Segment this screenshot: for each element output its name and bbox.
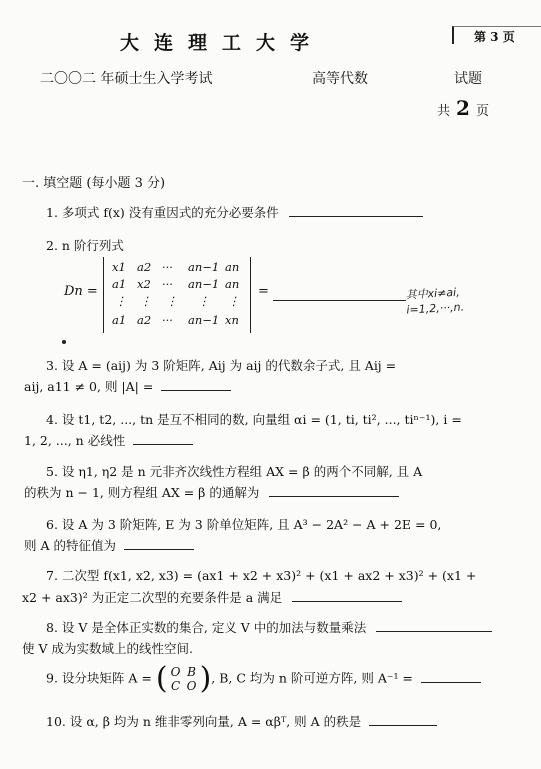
answer-blank-9[interactable]: [421, 670, 481, 683]
question-5-text-2: 的秩为 n − 1, 则方程组 AX = β 的通解为: [24, 485, 260, 500]
question-7-text-2: x2 + ax3)² 为正定二次型的充要条件是 a 满足: [22, 590, 283, 605]
matrix-cell: a1: [112, 277, 127, 291]
answer-blank-3[interactable]: [161, 378, 231, 391]
matrix-cell: ···: [162, 313, 173, 327]
answer-blank-7[interactable]: [292, 589, 402, 602]
matrix-cell: an−1: [188, 313, 220, 327]
answer-blank-4[interactable]: [133, 432, 193, 445]
page-number-label: 第 3 页: [474, 30, 515, 44]
page-number-box: [452, 26, 541, 44]
matrix-cell: ⋮: [198, 294, 210, 308]
university-title: 大连理工大学: [120, 32, 325, 54]
matrix-cell: a2: [137, 313, 152, 327]
question-8-text-1: 8. 设 V 是全体正实数的集合, 定义 V 中的加法与数量乘法: [46, 620, 367, 635]
answer-blank-2[interactable]: [273, 300, 406, 301]
handwritten-note-line-1: 其中xi≠ai,: [405, 285, 460, 302]
total-suffix: 页: [475, 104, 489, 119]
section-title: 一. 填空题 (每小题 3 分): [22, 176, 166, 191]
left-paren: (: [155, 661, 168, 696]
question-10-text: 10. 设 α, β 均为 n 维非零列向量, A = αβᵀ, 则 A 的秩是: [46, 714, 362, 729]
question-3-line-2: [24, 377, 231, 395]
total-prefix: 共: [437, 104, 451, 119]
determinant-matrix: [103, 257, 251, 333]
question-8-line-2: 使 V 成为实数域上的线性空间.: [22, 641, 193, 656]
question-4-line-2: [24, 431, 193, 449]
answer-blank-8[interactable]: [376, 619, 492, 632]
matrix-cell: ⋮: [166, 294, 178, 308]
block-cell: B: [187, 665, 196, 679]
question-10: [46, 712, 437, 730]
question-5-line-2: [24, 483, 399, 501]
question-6-line-2: [24, 536, 194, 554]
total-pages: [437, 96, 489, 120]
paper-type-title: 试题: [454, 71, 482, 87]
handwritten-note-line-2: i=1,2,···,n.: [406, 300, 465, 317]
answer-blank-1[interactable]: [289, 204, 423, 217]
subject-title: 高等代数: [312, 71, 368, 87]
question-1: [46, 203, 423, 221]
matrix-cell: a1: [112, 313, 127, 327]
determinant-equals: =: [258, 284, 269, 299]
question-6-line-1: 6. 设 A 为 3 阶矩阵, E 为 3 阶单位矩阵, 且 A³ − 2A² − A + 2E = 0,: [46, 517, 442, 532]
question-7-line-2: [22, 588, 402, 606]
matrix-cell: ⋮: [115, 294, 127, 308]
ink-dot: [62, 340, 66, 344]
question-8-line-1: [46, 618, 492, 636]
question-4-text-2: 1, 2, ..., n 必线性: [24, 433, 126, 448]
matrix-cell: a2: [137, 260, 152, 274]
exam-year-title: 二〇〇二 年硕士生入学考试: [40, 71, 213, 87]
question-1-text: 1. 多项式 f(x) 没有重因式的充分必要条件: [46, 205, 279, 220]
block-cell: C: [170, 679, 181, 693]
question-9-suffix: , B, C 均为 n 阶可逆方阵, 则 A⁻¹ =: [211, 670, 413, 686]
matrix-cell: ···: [162, 277, 173, 291]
block-cell: O: [186, 679, 197, 693]
question-6-text-2: 则 A 的特征值为: [24, 538, 116, 553]
question-5-line-1: 5. 设 η1, η2 是 n 元非齐次线性方程组 AX = β 的两个不同解, 且 A: [46, 464, 423, 479]
right-paren: ): [199, 661, 212, 696]
answer-blank-6[interactable]: [124, 537, 194, 550]
matrix-cell: ⋮: [228, 294, 240, 308]
matrix-cell: an: [225, 277, 240, 291]
answer-blank-10[interactable]: [369, 713, 437, 726]
matrix-cell: xn: [225, 313, 239, 327]
question-4-line-1: 4. 设 t1, t2, ..., tn 是互不相同的数, 向量组 αi = (1, ti, ti², ..., tiⁿ⁻¹), i =: [46, 412, 462, 427]
total-number: 2: [456, 96, 470, 120]
answer-blank-5[interactable]: [269, 484, 399, 497]
question-7-line-1: 7. 二次型 f(x1, x2, x3) = (ax1 + x2 + x3)² + (x1 + ax2 + x3)² + (x1 +: [46, 568, 477, 583]
matrix-cell: ⋮: [140, 294, 152, 308]
matrix-cell: an−1: [188, 260, 220, 274]
block-matrix: [168, 665, 200, 693]
question-9-prefix: 9. 设分块矩阵 A =: [46, 670, 152, 686]
matrix-cell: an: [225, 260, 240, 274]
matrix-cell: ···: [162, 260, 173, 274]
block-cell: O: [170, 665, 181, 679]
question-2-text: 2. n 阶行列式: [46, 238, 124, 253]
handwritten-note: [405, 285, 464, 318]
question-9: [46, 661, 481, 696]
question-3-text-2: aij, a11 ≠ 0, 则 |A| =: [24, 379, 154, 394]
matrix-cell: x2: [137, 277, 151, 291]
question-3-line-1: 3. 设 A = (aij) 为 3 阶矩阵, Aij 为 aij 的代数余子式, 且 Aij =: [46, 358, 397, 373]
matrix-cell: x1: [112, 260, 126, 274]
determinant-label: Dn =: [64, 284, 98, 299]
matrix-cell: an−1: [188, 277, 220, 291]
